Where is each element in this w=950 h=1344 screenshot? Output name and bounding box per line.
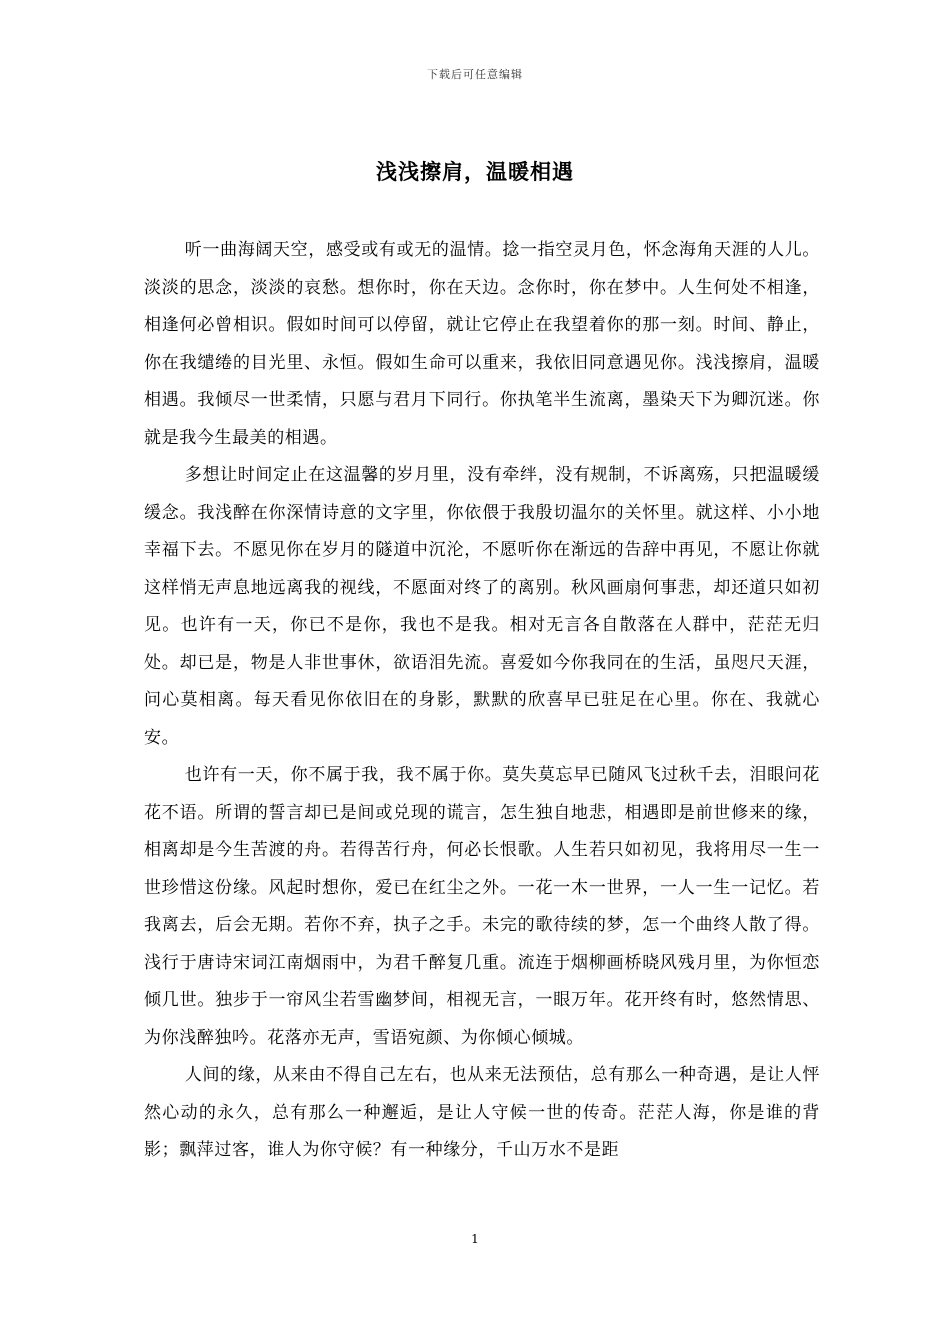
paragraph-4: 人间的缘，从来由不得自己左右，也从来无法预估，总有那么一种奇遇，是让人怦然心动的永久，总有那么一种邂逅，是让人守候一世的传奇。茫茫人海，你是谁的背影；飘萍过客，谁人为你守候？有一种缘分，千山万水不是距 [144, 1065, 820, 1160]
paragraph-1: 听一曲海阔天空，感受或有或无的温情。捻一指空灵月色，怀念海角天涯的人儿。淡淡的思念，淡淡的哀愁。想你时，你在天边。念你时，你在梦中。人生何处不相逢，相逢何必曾相识。假如时间可以停留，就让它停止在我望着你的那一刻。时间、静止，你在我缱绻的目光里、永恒。假如生命可以重来，我依旧同意遇见你。浅浅擦肩，温暖相遇。我倾尽一世柔情，只愿与君月下同行。你执笔半生流离，墨染天下为卿沉迷。你就是我今生最美的相遇。 [144, 240, 820, 448]
document-title: 浅浅擦肩，温暖相遇 [376, 159, 574, 184]
paragraph-2: 多想让时间定止在这温馨的岁月里，没有牵绊，没有规制，不诉离殇，只把温暖缓缓念。我浅醉在你深情诗意的文字里，你依偎于我殷切温尔的关怀里。就这样、小小地幸福下去。不愿见你在岁月的隧道中沉沦，不愿听你在渐远的告辞中再见，不愿让你就这样悄无声息地远离我的视线，不愿面对终了的离别。秋风画扇何事悲，却还道只如初见。也许有一天，你已不是你，我也不是我。相对无言各自散落在人群中，茫茫无归处。却已是，物是人非世事休，欲语泪先流。喜爱如今你我同在的生活，虽咫尺天涯，问心莫相离。每天看见你依旧在的身影，默默的欣喜早已驻足在心里。你在、我就心安。 [144, 465, 820, 748]
document-body [144, 232, 820, 1170]
header-note: 下载后可任意编辑 [427, 68, 523, 81]
page-number: 1 [471, 1232, 479, 1246]
paragraph-3: 也许有一天，你不属于我，我不属于你。莫失莫忘早已随风飞过秋千去，泪眼问花花不语。所谓的誓言却已是间或兑现的谎言，怎生独自地悲，相遇即是前世修来的缘，相离却是今生苦渡的舟。若得苦行舟，何必长恨歌。人生若只如初见，我将用尽一生一世珍惜这份缘。风起时想你，爱已在红尘之外。一花一木一世界，一人一生一记忆。若我离去，后会无期。若你不弃，执子之手。未完的歌待续的梦，怎一个曲终人散了得。浅行于唐诗宋词江南烟雨中，为君千醉复几重。流连于烟柳画桥晓风残月里，为你恒恋倾几世。独步于一帘风尘若雪幽梦间，相视无言，一眼万年。花开终有时，悠然情思、为你浅醉独吟。花落亦无声，雪语宛颜、为你倾心倾城。 [144, 765, 820, 1048]
